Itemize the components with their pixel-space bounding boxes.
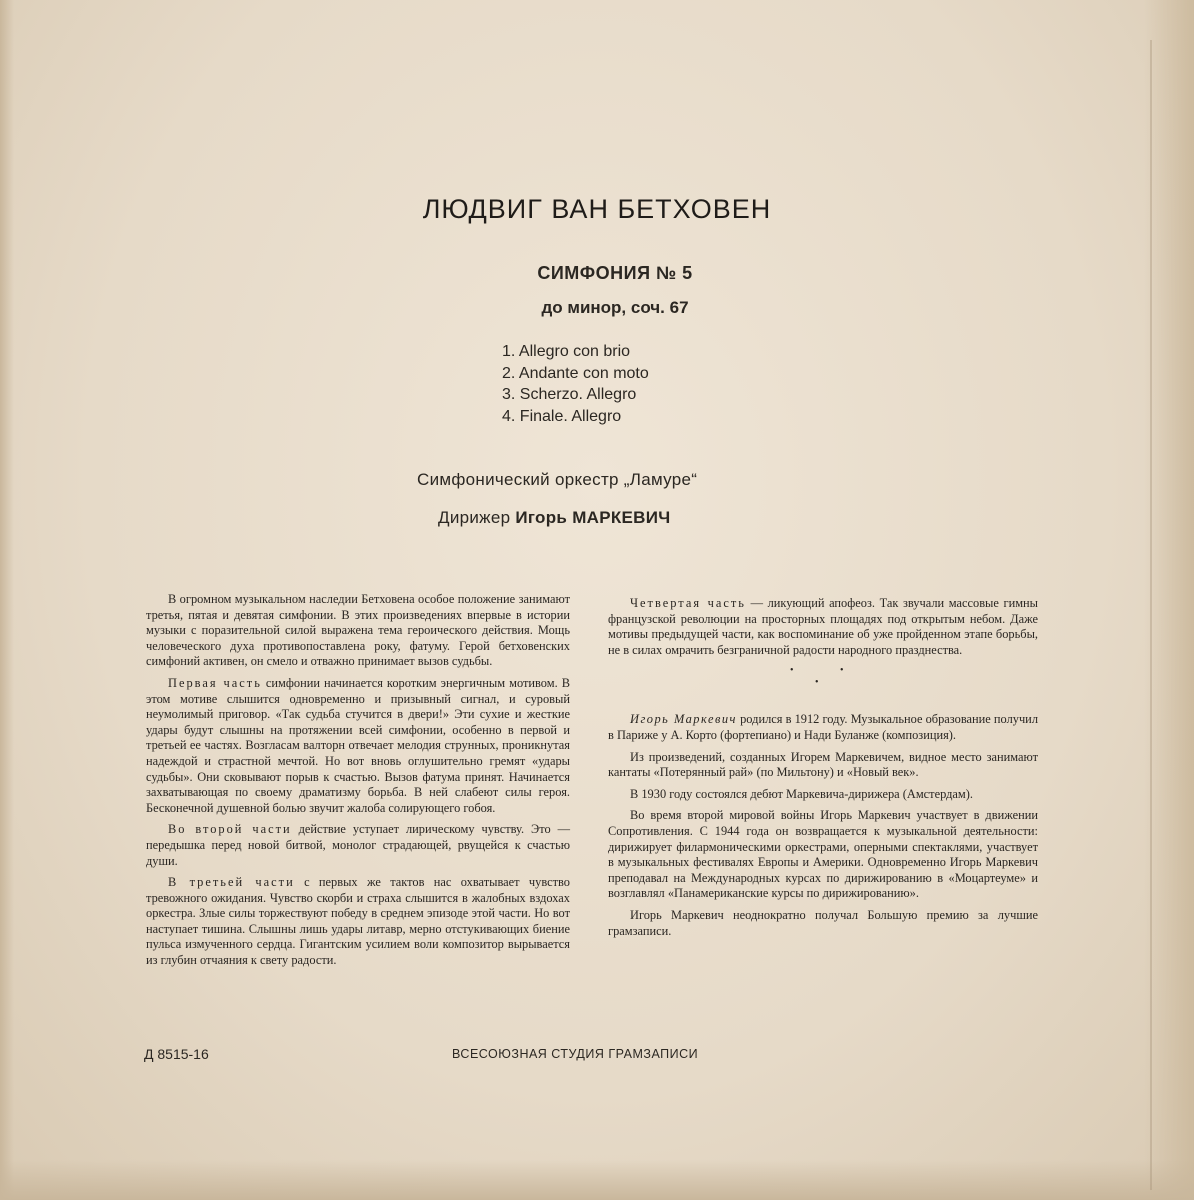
paper-edge-left <box>0 0 14 1200</box>
conductor-name: Игорь МАРКЕВИЧ <box>515 508 671 527</box>
composer-name: ЛЮДВИГ ВАН БЕТХОВЕН <box>422 194 772 224</box>
paragraph-lead: Во второй части <box>168 822 292 837</box>
asterisk-mark: • <box>815 677 819 689</box>
paragraph-text: родился в 1912 году. Музыкальное образование получил в Париже у А. Корто (фортепиано) и Нади Буланже (композиция). <box>608 712 1038 742</box>
orchestra-credit: Симфонический оркестр „Ламуре“ <box>417 470 698 489</box>
bio-paragraph <box>608 712 1038 743</box>
paragraph-lead: Первая часть <box>168 675 262 690</box>
paragraph-lead: Игорь Маркевич <box>630 712 737 727</box>
conductor-label: Дирижер <box>438 508 511 527</box>
third-movement-paragraph <box>146 875 570 969</box>
second-movement-paragraph <box>146 822 570 869</box>
bio-paragraph: Из произведений, созданных Игорем Маркевичем, видное место занимают кантаты «Потерянный рай» (по Мильтону) и «Новый век». <box>608 749 1038 780</box>
catalog-number: Д 8515-16 <box>144 1046 209 1062</box>
paragraph-lead: Четвертая часть <box>630 596 746 610</box>
paper-edge-bottom <box>0 1160 1194 1200</box>
asterisk-mark: • <box>840 665 844 677</box>
conductor-credit <box>438 508 838 528</box>
work-title: СИМФОНИЯ № 5 <box>537 263 693 283</box>
section-divider-asterisks <box>608 666 1038 702</box>
movement-item: 4. Finale. Allegro <box>502 407 622 425</box>
movement-list <box>502 341 649 427</box>
liner-notes-left-column <box>146 592 570 975</box>
liner-notes-right-column <box>608 596 1038 945</box>
paragraph-text: действие уступает лирическому чувству. Это — передышка перед новой битвой, монолог страдающей, рвущейся к счастью души. <box>146 822 570 868</box>
fourth-movement-paragraph <box>608 596 1038 658</box>
movement-item: 1. Allegro con brio <box>502 343 631 360</box>
bio-paragraph: Во время второй мировой войны Игорь Маркевич участвует в движении Сопротивления. С 1944 года он возвращается к музыкальной деятельности: дирижирует филармоническими оркестрами, оперными спектаклями, участвует в музыкальных фестивалях Европы и Америки. Одновременно Игорь Маркевич преподавал на Международных курсах по дирижированию в «Моцартеуме» и возглавлял «Панамериканские курсы по дирижированию». <box>608 808 1038 901</box>
paragraph-text: симфонии начинается коротким энергичным мотивом. В этом мотиве слышится одновременно и призывный сигнал, и суровый неумолимый приговор. «Так судьба стучится в двери!» Эти сухие и жесткие удары будут слышны на протяжении всей симфонии, особенно в первой и третьей ее частях. Возгласам валторн отвечает мелодия струнных, проникнутая надеждой и страстной мечтой. Но вот вновь оглушительно гремят «удары судьбы». Они сковывают порыв к счастью. Вызов фатума принят. Начинается захватывающая по своему драматизму борьба. В ней слабеют силы героя. Бесконечной душевной болью звучит жалоба солирующего гобоя. <box>146 675 570 815</box>
movement-item: 2. Andante con moto <box>502 364 649 382</box>
conductor-biography <box>608 712 1038 939</box>
paragraph-text: — ликующий апофеоз. Так звучали массовые гимны французской революции на просторных площадях под открытым небом. Даже мотивы предыдущей части, как воспоминание об уже пройденном этапе борьбы, не в силах омрачить безграничной радости народного празднества. <box>608 596 1038 657</box>
movement-item: 3. Scherzo. Allegro <box>502 386 637 403</box>
intro-paragraph: В огромном музыкальном наследии Бетховена особое положение занимают третья, пятая и девятая симфонии. В этих произведениях впервые в истории музыки с поразительной силой выражена тема героического действия. Мощь человеческого духа противопоставлена року, фатуму. Герой бетховенских симфоний активен, он смело и отважно принимает вызов судьбы. <box>146 592 570 669</box>
first-movement-paragraph <box>146 676 570 816</box>
bio-paragraph: Игорь Маркевич неоднократно получал Большую премию за лучшие грамзаписи. <box>608 907 1038 938</box>
asterisk-mark: • <box>790 665 794 677</box>
bio-paragraph: В 1930 году состоялся дебют Маркевича-дирижера (Амстердам). <box>630 786 973 801</box>
paragraph-lead: В третьей части <box>168 875 295 890</box>
studio-name: ВСЕСОЮЗНАЯ СТУДИЯ ГРАМЗАПИСИ <box>452 1047 699 1061</box>
work-key: до минор, соч. 67 <box>541 298 689 317</box>
paragraph-text: с первых же тактов нас охватывает чувство тревожного ожидания. Чувство скорби и страха слышится в жалобных вздохах оркестра. Злые силы торжествуют победу в среднем эпизоде этой части. Но вот наступает тишина. Слышны лишь удары литавр, мерно отстукивающих биение пульса измученного сердца. Гигантским усилием воли композитор вырывается из глубин отчаяния к свету радости. <box>146 875 570 968</box>
